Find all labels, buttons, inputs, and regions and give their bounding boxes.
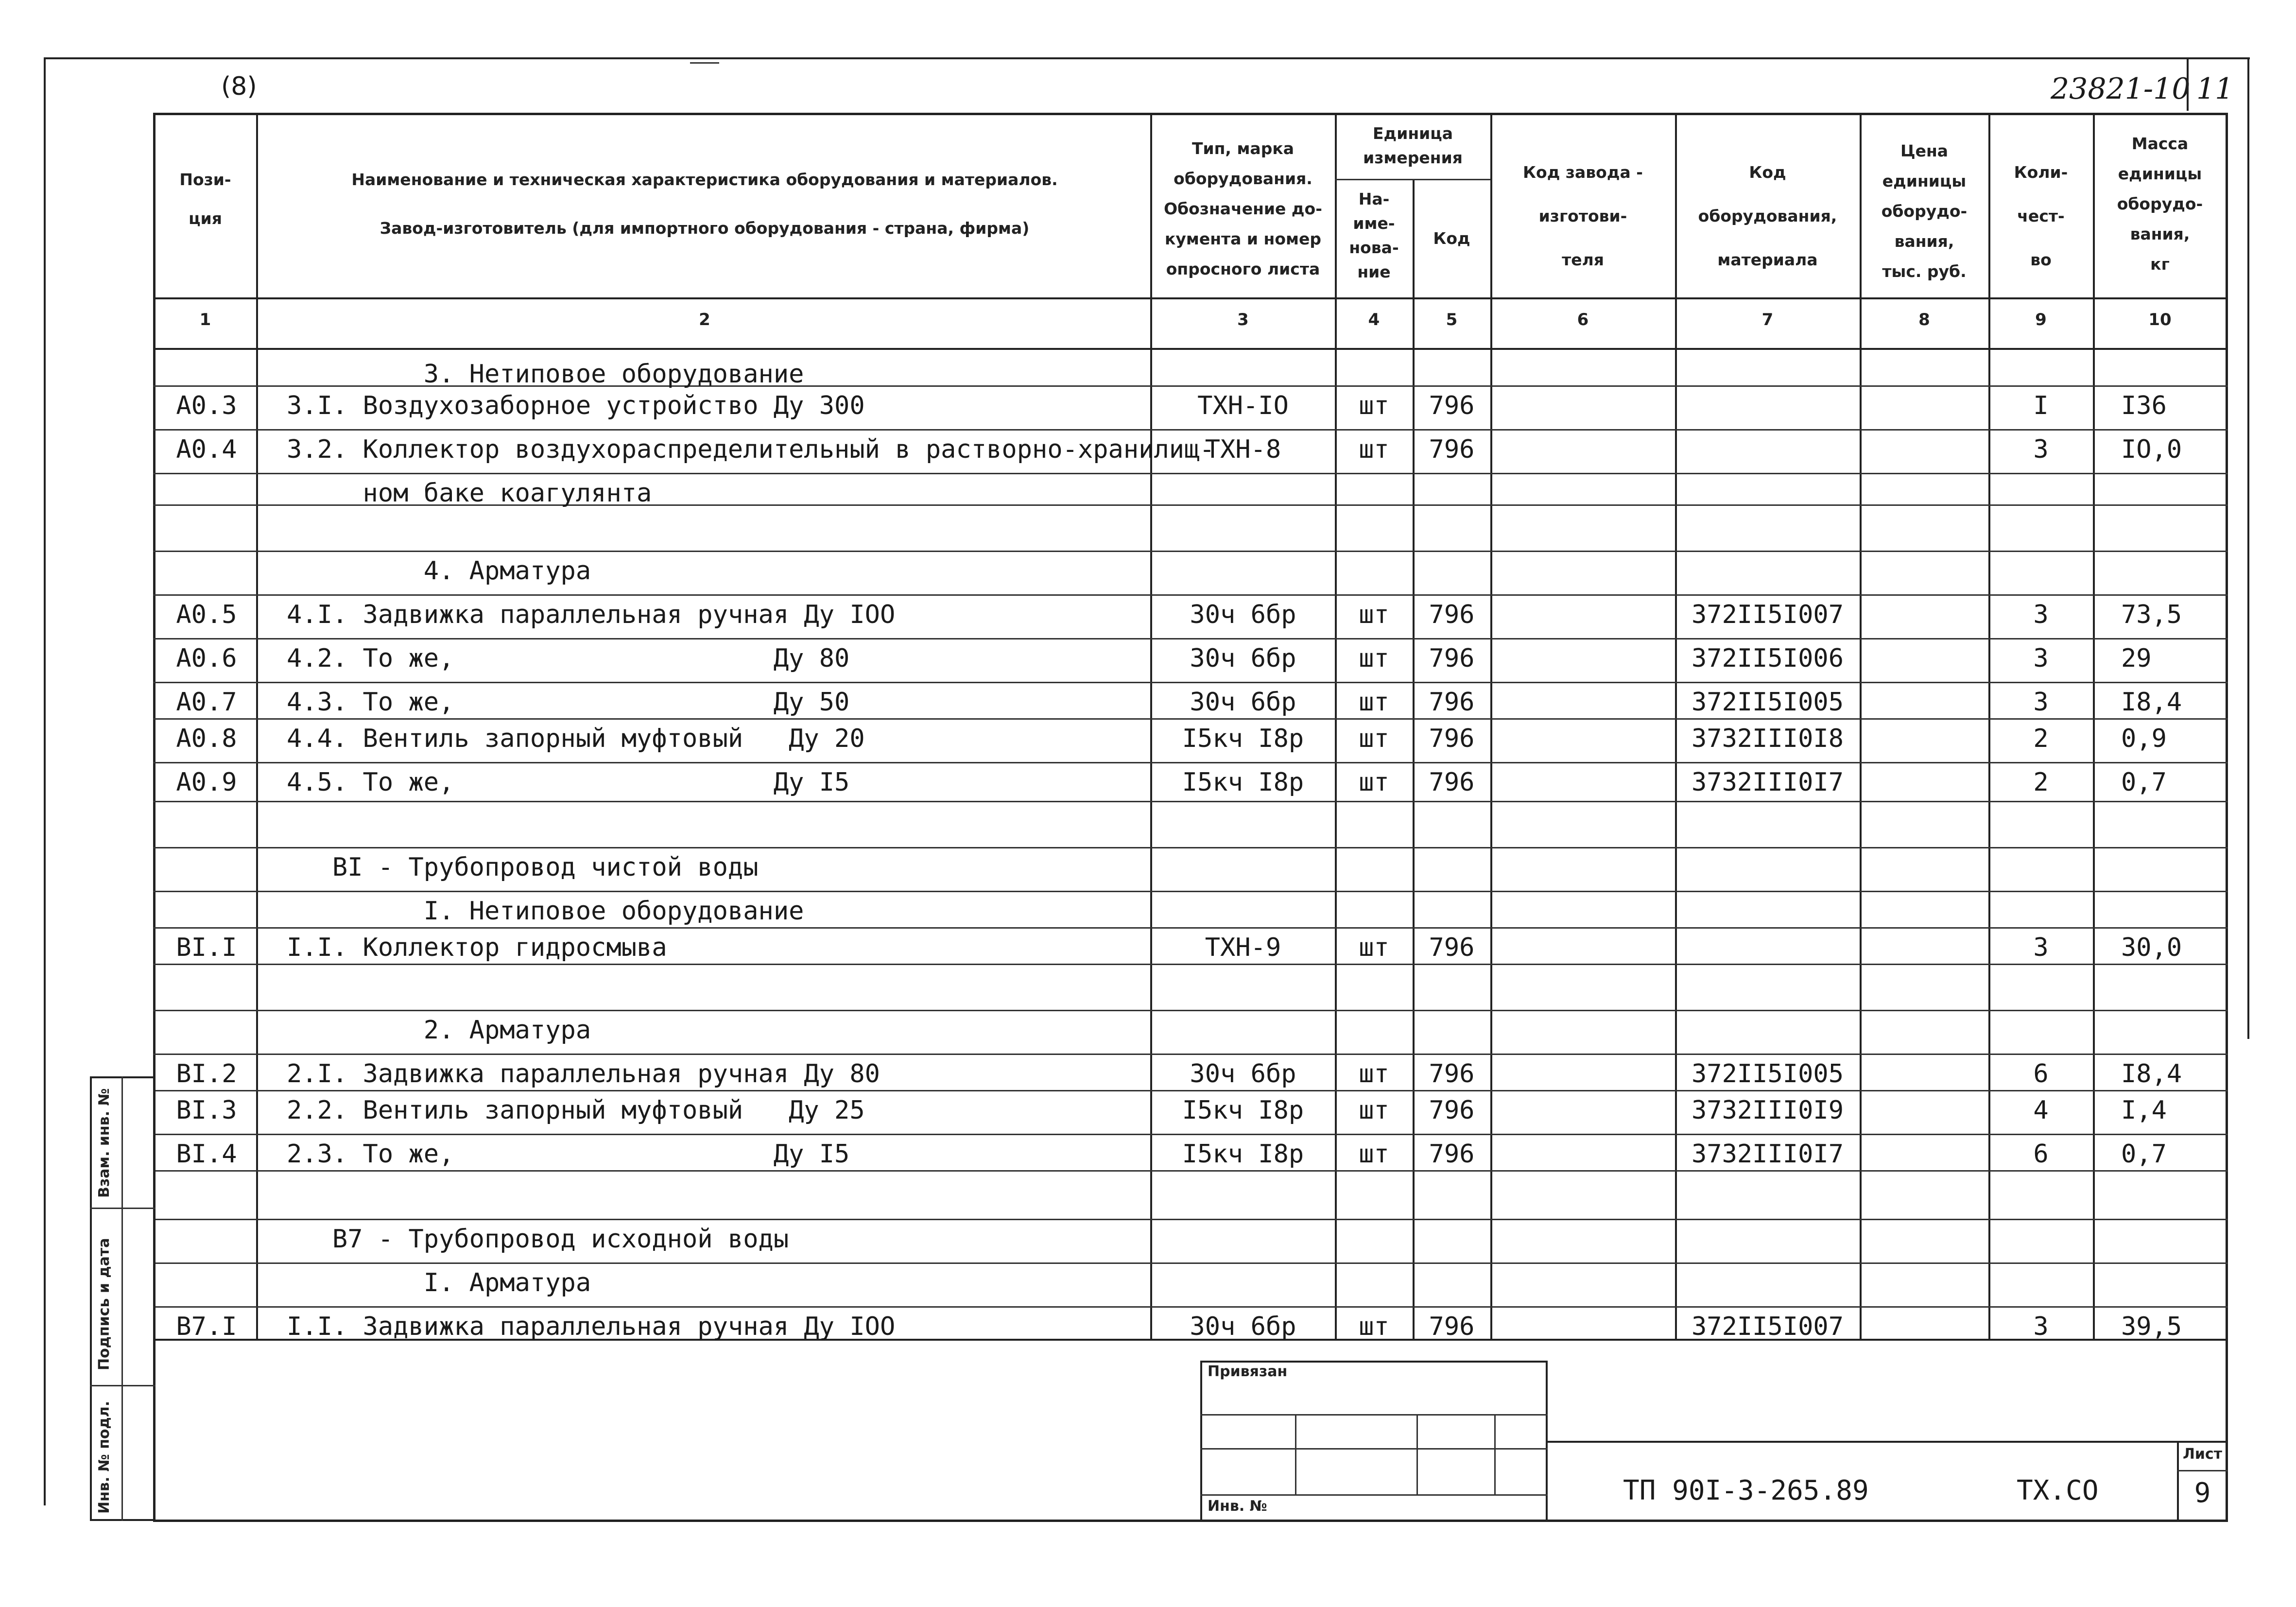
hdr-mass: Масса единицы оборудо- вания, кг — [2117, 134, 2203, 274]
col-line-9 — [2093, 113, 2095, 1339]
cell-type: 30ч 6бр — [1190, 1059, 1296, 1089]
hdr-quantity: Коли- чест- во — [2014, 163, 2068, 269]
cell-name: 4.5. То же, Ду I5 — [287, 768, 850, 797]
colnum-4: 4 — [1368, 310, 1380, 329]
cell-equip: 3732III0I7 — [1691, 1140, 1844, 1169]
cell-pos: А0.7 — [176, 688, 237, 717]
cell-equip: 372II5I005 — [1691, 1059, 1844, 1089]
col-line-7 — [1860, 113, 1862, 1339]
cell-name: 2.I. Задвижка параллельная ручная Ду 80 — [287, 1059, 880, 1089]
colnum-5: 5 — [1446, 310, 1458, 329]
stamp-top-line — [1548, 1441, 2228, 1443]
cell-qty: 6 — [2033, 1059, 2049, 1089]
cell-name: ном баке коагулянта — [287, 479, 652, 508]
cell-code: 796 — [1429, 1312, 1475, 1341]
row-separator — [153, 1134, 2228, 1135]
row-separator — [153, 964, 2228, 965]
cell-equip: 3732III0I8 — [1691, 724, 1844, 753]
handwritten-doc-number: 23821-10 — [2051, 72, 2191, 106]
header-line — [153, 297, 2228, 299]
hdr-unit-name: На- име- нова- ние — [1349, 190, 1399, 281]
colnum-7: 7 — [1761, 310, 1774, 329]
cell-mass: 0,9 — [2121, 724, 2167, 753]
cell-name: ВI - Трубопровод чистой воды — [287, 853, 759, 882]
cell-name: 4.2. То же, Ду 80 — [287, 644, 850, 673]
cell-pos: А0.8 — [176, 724, 237, 753]
project-number: ТП 90I-3-265.89 — [1623, 1475, 1869, 1506]
cell-pos: А0.4 — [176, 435, 237, 464]
cell-type: 30ч 6бр — [1190, 688, 1296, 717]
hdr-position: Пози- ция — [179, 170, 231, 228]
cell-type: 30ч 6бр — [1190, 1312, 1296, 1341]
tb-line-3 — [1200, 1494, 1548, 1496]
cell-code: 796 — [1429, 1059, 1475, 1089]
cell-mass: 39,5 — [2121, 1312, 2182, 1341]
cell-equip: 372II5I007 — [1691, 600, 1844, 629]
cell-mass: 0,7 — [2121, 768, 2167, 797]
cell-code: 796 — [1429, 768, 1475, 797]
cell-code: 796 — [1429, 1096, 1475, 1125]
cell-type: I5кч I8р — [1182, 724, 1304, 753]
cell-qty: 3 — [2033, 688, 2049, 717]
cell-code: 796 — [1429, 933, 1475, 962]
cell-qty: I — [2033, 391, 2049, 420]
colnum-2: 2 — [699, 310, 710, 329]
hdr-equipment-code: Код оборудования, материала — [1698, 163, 1837, 269]
cell-mass: 0,7 — [2121, 1140, 2167, 1169]
cell-unit: шт — [1359, 768, 1389, 797]
cell-code: 796 — [1429, 600, 1475, 629]
cell-pos: ВI.4 — [176, 1140, 237, 1169]
cell-unit: шт — [1359, 391, 1389, 420]
cell-equip: 3732III0I7 — [1691, 768, 1844, 797]
sheet-corner-number: 11 — [2196, 72, 2234, 106]
cell-type: 30ч 6бр — [1190, 644, 1296, 673]
cell-unit: шт — [1359, 435, 1389, 464]
cell-type: I5кч I8р — [1182, 1096, 1304, 1125]
list-number: 9 — [2194, 1477, 2211, 1509]
cell-name: I. Арматура — [287, 1268, 591, 1297]
tb-vline-2 — [1416, 1414, 1418, 1494]
row-separator — [153, 473, 2228, 474]
cell-unit: шт — [1359, 1140, 1389, 1169]
side-stamp-line-1 — [90, 1208, 155, 1209]
row-separator — [153, 927, 2228, 929]
hdr-unit: Единица измерения — [1363, 124, 1463, 167]
cell-qty: 3 — [2033, 1312, 2049, 1341]
cell-mass: I8,4 — [2121, 688, 2182, 717]
cell-pos: А0.9 — [176, 768, 237, 797]
cell-qty: 3 — [2033, 933, 2049, 962]
cell-unit: шт — [1359, 1312, 1389, 1341]
cell-type: ТХН-IO — [1197, 391, 1289, 420]
page-marker: (8) — [221, 72, 257, 101]
cell-code: 796 — [1429, 688, 1475, 717]
cell-pos: А0.3 — [176, 391, 237, 420]
row-separator — [153, 762, 2228, 763]
outer-top-line — [44, 57, 2250, 59]
unit-subheader-line — [1335, 179, 1490, 180]
cell-mass: I,4 — [2121, 1096, 2167, 1125]
row-separator — [153, 1306, 2228, 1308]
cell-type: 30ч 6бр — [1190, 600, 1296, 629]
cell-code: 796 — [1429, 435, 1475, 464]
cell-code: 796 — [1429, 1140, 1475, 1169]
cell-pos: В7.I — [176, 1312, 237, 1341]
row-separator — [153, 429, 2228, 431]
hdr-price: Цена единицы оборудо- вания, тыс. руб. — [1881, 141, 1968, 281]
cell-type: I5кч I8р — [1182, 1140, 1304, 1169]
outer-left-line — [44, 57, 46, 1505]
cell-pos: ВI.I — [176, 933, 237, 962]
stamp-podpis: Подпись и дата — [96, 1238, 113, 1370]
cell-mass: 29 — [2121, 644, 2152, 673]
cell-mass: IO,0 — [2121, 435, 2182, 464]
stamp-vzam: Взам. инв. № — [96, 1088, 113, 1198]
cell-unit: шт — [1359, 688, 1389, 717]
list-box-line — [2177, 1441, 2179, 1522]
list-label: Лист — [2182, 1446, 2223, 1463]
colnum-8: 8 — [1918, 310, 1930, 329]
row-separator — [153, 682, 2228, 683]
row-separator — [153, 891, 2228, 892]
colnum-1: 1 — [199, 310, 211, 329]
row-separator — [153, 638, 2228, 639]
cell-name: 2.3. То же, Ду I5 — [287, 1140, 850, 1169]
cell-code: 796 — [1429, 644, 1475, 673]
row-separator — [153, 1262, 2228, 1264]
cell-qty: 3 — [2033, 600, 2049, 629]
cell-name: 4.I. Задвижка параллельная ручная Ду IOO — [287, 600, 896, 629]
cell-unit: шт — [1359, 933, 1389, 962]
cell-name: 4.3. То же, Ду 50 — [287, 688, 850, 717]
inv-no-label: Инв. № — [1208, 1498, 1267, 1515]
cell-name: 4.4. Вентиль запорный муфтовый Ду 20 — [287, 724, 865, 753]
section-code: ТХ.СО — [2017, 1475, 2099, 1506]
cell-name: 2.2. Вентиль запорный муфтовый Ду 25 — [287, 1096, 865, 1125]
row-separator — [153, 1219, 2228, 1220]
cell-unit: шт — [1359, 724, 1389, 753]
cell-type: ТХН-8 — [1205, 435, 1281, 464]
cell-name: 4. Арматура — [287, 556, 591, 586]
cell-equip: 372II5I006 — [1691, 644, 1844, 673]
colnum-9: 9 — [2035, 310, 2047, 329]
row-separator — [153, 594, 2228, 596]
side-stamp-divider — [121, 1076, 123, 1521]
cell-equip: 372II5I007 — [1691, 1312, 1844, 1341]
cell-name: 3. Нетиповое оборудование — [287, 360, 804, 389]
cell-name: I.I. Задвижка параллельная ручная Ду IOO — [287, 1312, 896, 1341]
cell-qty: 3 — [2033, 644, 2049, 673]
cell-pos: А0.6 — [176, 644, 237, 673]
cell-name: 3.2. Коллектор воздухораспределительный в растворно-хранилищ- — [287, 435, 1215, 464]
cell-qty: 4 — [2033, 1096, 2049, 1125]
list-box-divider — [2177, 1470, 2228, 1471]
cell-qty: 2 — [2033, 724, 2049, 753]
col-line-1 — [256, 113, 258, 1339]
column-number-line — [153, 348, 2228, 350]
cell-type: I5кч I8р — [1182, 768, 1304, 797]
cell-unit: шт — [1359, 1096, 1389, 1125]
hdr-plant-code: Код завода - изготови- теля — [1523, 163, 1643, 269]
cell-name: 3.I. Воздухозаборное устройство Ду 300 — [287, 391, 865, 420]
row-separator — [153, 1010, 2228, 1011]
cell-qty: 2 — [2033, 768, 2049, 797]
stamp-inv: Инв. № подл. — [96, 1400, 113, 1514]
side-stamp-line-2 — [90, 1385, 155, 1386]
cell-qty: 3 — [2033, 435, 2049, 464]
cell-name: I.I. Коллектор гидросмыва — [287, 933, 667, 962]
cell-name: 2. Арматура — [287, 1016, 591, 1045]
cell-name: В7 - Трубопровод исходной воды — [287, 1225, 789, 1254]
colnum-6: 6 — [1577, 310, 1589, 329]
cell-pos: ВI.3 — [176, 1096, 237, 1125]
cell-unit: шт — [1359, 1059, 1389, 1089]
cell-equip: 3732III0I9 — [1691, 1096, 1844, 1125]
row-separator — [153, 847, 2228, 848]
scan-mark — [690, 62, 719, 64]
row-separator — [153, 1090, 2228, 1091]
hdr-name: Наименование и техническая характеристика оборудования и материалов. Завод-изготовитель (для импортного оборудования - страна, фирма) — [351, 170, 1058, 238]
corner-box-line — [2187, 57, 2189, 111]
cell-mass: I8,4 — [2121, 1059, 2182, 1089]
outer-right-line-top — [2247, 57, 2249, 1039]
colnum-3: 3 — [1237, 310, 1249, 329]
cell-pos: ВI.2 — [176, 1059, 237, 1089]
row-separator — [153, 1170, 2228, 1172]
cell-mass: 30,0 — [2121, 933, 2182, 962]
col-line-5 — [1490, 113, 1492, 1339]
cell-code: 796 — [1429, 724, 1475, 753]
cell-pos: А0.5 — [176, 600, 237, 629]
row-separator — [153, 801, 2228, 802]
cell-mass: I36 — [2121, 391, 2167, 420]
tb-vline-3 — [1494, 1414, 1496, 1494]
col-line-2 — [1150, 113, 1152, 1339]
cell-unit: шт — [1359, 600, 1389, 629]
colnum-10: 10 — [2148, 310, 2172, 329]
cell-mass: 73,5 — [2121, 600, 2182, 629]
hdr-type: Тип, марка оборудования. Обозначение до- кумента и номер опросного листа — [1164, 139, 1322, 278]
row-separator — [153, 718, 2228, 720]
privyazan-label: Привязан — [1208, 1363, 1288, 1380]
cell-type: ТХН-9 — [1205, 933, 1281, 962]
row-separator — [153, 551, 2228, 552]
cell-code: 796 — [1429, 391, 1475, 420]
hdr-unit-code: Код — [1433, 229, 1470, 248]
cell-name: I. Нетиповое оборудование — [287, 897, 804, 926]
cell-equip: 372II5I005 — [1691, 688, 1844, 717]
cell-unit: шт — [1359, 644, 1389, 673]
cell-qty: 6 — [2033, 1140, 2049, 1169]
tb-vline-1 — [1295, 1414, 1296, 1494]
row-separator — [153, 1054, 2228, 1055]
